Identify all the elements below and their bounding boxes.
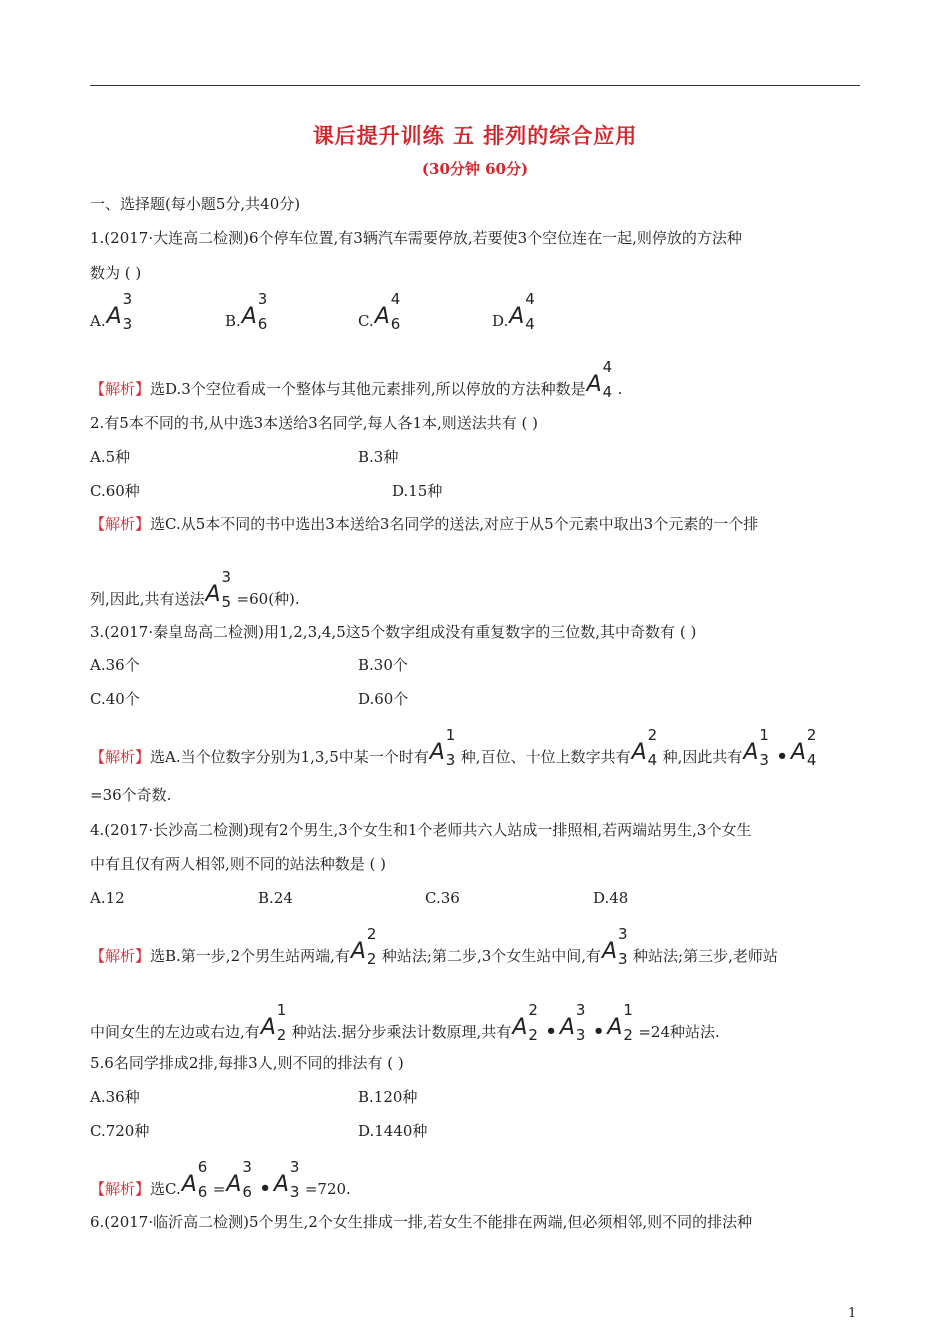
page-subtitle: (30分钟 60分) bbox=[421, 160, 529, 178]
q1-option-d: D. A 4 4 bbox=[492, 290, 535, 333]
q3-option-a: A.36个 bbox=[90, 656, 140, 674]
q3-option-c: C.40个 bbox=[90, 690, 140, 708]
header-rule bbox=[90, 85, 860, 86]
q6-stem: 6.(2017·临沂高二检测)5个男生,2个女生排成一排,若女生不能排在两端,但必须相邻,则不同的排法种 bbox=[90, 1213, 753, 1231]
q3-jiexi-line1: 【解析】选A.当个位数字分别为1,3,5中某一个时有 A 1 3 种,百位、十位上数字共有 A 2 4 种,因此共有 A 1 3 • A 2 4 bbox=[90, 726, 817, 769]
q4-jiexi-line1: 【解析】选B.第一步,2个男生站两端,有 A 2 2 种站法;第二步,3个女生站中间,有 A 3 3 种站法;第三步,老师站 bbox=[90, 925, 778, 968]
q2-jiexi-line1: 【解析】选C.从5本不同的书中选出3本送给3名同学的送法,对应于从5个元素中取出3个元素的一个排 bbox=[90, 515, 759, 533]
q5-option-a: A.36种 bbox=[90, 1088, 140, 1106]
q1-option-c: C. A 4 6 bbox=[358, 290, 401, 333]
q1-stem-line1: 1.(2017·大连高二检测)6个停车位置,有3辆汽车需要停放,若要使3个空位连在一起,则停放的方法种 bbox=[90, 229, 742, 247]
q1-jiexi: 【解析】选D.3个空位看成一个整体与其他元素排列,所以停放的方法种数是 A 4 4 . bbox=[90, 358, 623, 401]
q5-option-d: D.1440种 bbox=[358, 1122, 428, 1140]
q4-jiexi-line2: 中间女生的左边或右边,有 A 1 2 种站法.据分步乘法计数原理,共有 A 2 2 • A 3 3 • A 1 2 =24种站法. bbox=[90, 1001, 720, 1044]
q2-option-c: C.60种 bbox=[90, 482, 140, 500]
q4-option-a: A.12 bbox=[90, 889, 125, 907]
q1-option-a: A. A 3 3 bbox=[90, 290, 133, 333]
q4-option-c: C.36 bbox=[425, 889, 460, 907]
page-title: 课后提升训练 五 排列的综合应用 bbox=[312, 123, 638, 148]
q5-option-b: B.120种 bbox=[358, 1088, 418, 1106]
q2-option-b: B.3种 bbox=[358, 448, 399, 466]
q3-option-b: B.30个 bbox=[358, 656, 408, 674]
q1-option-b: B. A 3 6 bbox=[225, 290, 268, 333]
section-heading: 一、选择题(每小题5分,共40分) bbox=[90, 195, 301, 213]
q4-option-b: B.24 bbox=[258, 889, 293, 907]
q5-jiexi: 【解析】选C. A 6 6 = A 3 6 • A 3 3 =720. bbox=[90, 1158, 351, 1201]
q2-stem: 2.有5本不同的书,从中选3本送给3名同学,每人各1本,则送法共有 ( ) bbox=[90, 414, 539, 432]
q3-option-d: D.60个 bbox=[358, 690, 409, 708]
q4-stem-line2: 中有且仅有两人相邻,则不同的站法种数是 ( ) bbox=[90, 855, 387, 873]
page-number: 1 bbox=[848, 1306, 857, 1321]
q1-stem-line2: 数为 ( ) bbox=[90, 264, 142, 282]
q2-option-d: D.15种 bbox=[392, 482, 443, 500]
q3-stem: 3.(2017·秦皇岛高二检测)用1,2,3,4,5这5个数字组成没有重复数字的三位数,其中奇数有 ( ) bbox=[90, 623, 697, 641]
q4-stem-line1: 4.(2017·长沙高二检测)现有2个男生,3个女生和1个老师共六人站成一排照相,若两端站男生,3个女生 bbox=[90, 821, 752, 839]
q3-jiexi-line2: =36个奇数. bbox=[90, 786, 172, 804]
q5-stem: 5.6名同学排成2排,每排3人,则不同的排法有 ( ) bbox=[90, 1054, 404, 1072]
q2-jiexi-line2: 列,因此,共有送法 A 3 5 =60(种). bbox=[90, 568, 300, 611]
q4-option-d: D.48 bbox=[593, 889, 629, 907]
q5-option-c: C.720种 bbox=[90, 1122, 150, 1140]
q2-option-a: A.5种 bbox=[90, 448, 131, 466]
